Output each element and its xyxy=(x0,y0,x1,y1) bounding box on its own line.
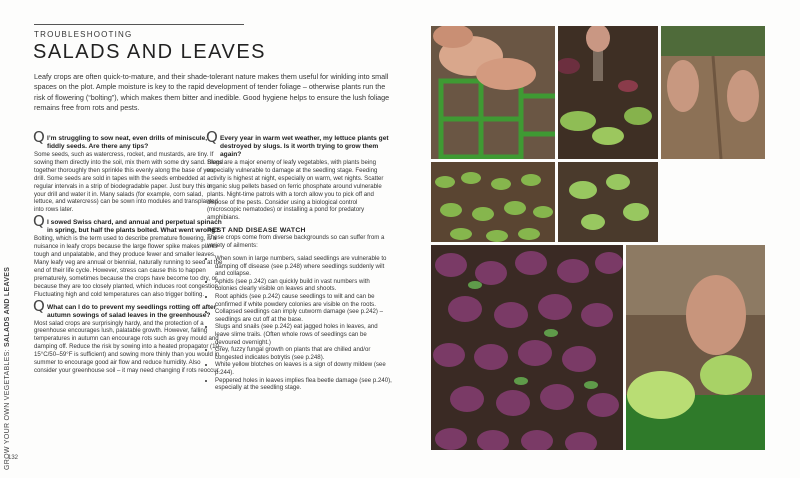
question-text: Every year in warm wet weather, my lettuce plants get destroyed by slugs. Is it worth trying to grow them again? xyxy=(220,135,389,158)
pest-list-item: • When sown in large numbers, salad seedlings are vulnerable to damping off disease (see p.248) where seedlings suddenly wilt and collapse. xyxy=(215,255,393,278)
question xyxy=(33,296,224,320)
answer-text: Some seeds, such as watercress, rocket, and mustards, are tiny. If sowing them directly into the soil, mix them with some dry sand. Blend together thoroughly then sprinkle this evenly along the base of your drill. Some seeds are sold in tapes with the seeds embedded at regular intervals in a strip of biodegradable paper. Just bury this in your drill and water it in. Many salads (for example, corn salad, lettuce, and watercress) can be sown into modules and transplanted into rows later. xyxy=(34,151,223,214)
photo-transplanting-lettuce xyxy=(626,245,765,450)
q-mark-icon: Q xyxy=(33,296,45,315)
qa-item xyxy=(33,212,224,298)
pest-list-item: • Collapsed seedlings can imply cutworm damage (see p.242) – seedlings are cut off at the base. xyxy=(215,308,393,323)
pest-list-item: • Grey, fuzzy fungal growth on plants that are chilled and/or congested indicates botrytis (see p.248). xyxy=(215,346,393,361)
q-mark-icon: Q xyxy=(33,128,45,146)
pest-section-heading: PEST AND DISEASE WATCH xyxy=(207,227,306,235)
question xyxy=(206,128,393,159)
question xyxy=(33,128,224,151)
sidebar-prefix: GROW YOUR OWN VEGETABLES: xyxy=(4,346,11,470)
pest-list-item: • Aphids (see p.242) can quickly build in vast numbers with colonies clearly visible on leaves and shoots. xyxy=(215,278,393,293)
q-mark-icon: Q xyxy=(206,128,218,146)
qa-item xyxy=(206,128,393,222)
pest-list-item: • Root aphids (see p.242) cause seedlings to wilt and can be confirmed if white powdery colonies are visible on the roots. xyxy=(215,293,393,308)
pest-list-item: • Slugs and snails (see p.242) eat jagged holes in leaves, and leave slime trails. (Often whole rows of seedlings can be devoured overnight.) xyxy=(215,323,393,346)
left-column xyxy=(33,128,224,380)
answer-text: Most salad crops are surprisingly hardy, and the protection of a greenhouse encourages lush, palatable growth. However, falling temperatures in autumn can encourage rots such as grey mould and damping off. Reduce the risk by sowing into a heated propagator (10–15°C/50–59°F is sufficient) and sowing more thinly than you would in summer to encourage good air flow and reduce humidity. Also consider your greenhouse soil – it may need changing if rots reoccur. xyxy=(34,319,223,374)
photo-pea-shoots-soil xyxy=(558,162,658,242)
page-title: SALADS AND LEAVES xyxy=(33,41,266,63)
title-rule xyxy=(34,24,244,25)
pest-list-item: • Peppered holes in leaves implies flea beetle damage (see p.240), especially at the seedling stage. xyxy=(215,377,393,392)
photo-hands-drill xyxy=(661,26,765,159)
sidebar-section: SALADS AND LEAVES xyxy=(4,266,11,347)
pest-list xyxy=(207,255,393,392)
qa-item xyxy=(33,296,224,375)
photo-sowing-seeds-tray xyxy=(431,26,555,159)
answer-text: Bolting, which is the term used to describe premature flowering, is a nuisance in leafy crops because the large flower spike makes plants tough and unpalatable, and they produce fewer and smaller leaves. Many leafy veg are annual or biennial, naturally running to seed at the end of their life cycle. However, stress can cause this to happen prematurely, sometimes because the crops have become too dry, or because they are too closely planted, which induces root congestion. Fluctuating high and cold temperatures can also trigger bolting. xyxy=(34,235,223,298)
intro-paragraph: Leafy crops are often quick-to-mature, and their shade-tolerant nature makes them useful for winkling into small spaces on the plot. Ample moisture is key to the rapid development of tender foliage – otherwise plants run the risk of flowering (“bolting”), which makes them bitter and inedible. Good hygiene helps to ensure the lush foliage remains free from rots and pests. xyxy=(34,72,390,113)
answer-text: Slugs are a major enemy of leafy vegetables, with plants being especially vulnerable to damage at the seedling stage. Feeding activity is highest at night, especially on warm, wet nights. Scatter organic slug pellets based on ferric phosphate around vulnerable plants. Night-time patrols with a torch allow you to pick off and dispose of the pests. Consider using a biological control (microscopic nematodes) or installing a pond for predatory amphibians. xyxy=(207,159,384,222)
right-column xyxy=(206,128,393,392)
pest-list-item: • White yellow blotches on leaves is a sign of downy mildew (see p.244). xyxy=(215,361,393,376)
photo-seedling-rows xyxy=(431,162,555,242)
qa-item xyxy=(33,128,224,214)
running-section-label xyxy=(4,266,11,470)
photo-trowel-seedlings xyxy=(558,26,658,159)
question-text: I’m struggling to sow neat, even drills of miniscule, fiddly seeds. Are there any tips? xyxy=(47,135,208,150)
question xyxy=(33,212,224,235)
page-number: 132 xyxy=(8,455,19,461)
q-mark-icon: Q xyxy=(33,212,45,231)
question-text: What can I do to prevent my seedlings rotting off after autumn sowings of salad leaves in the greenhouse? xyxy=(47,303,217,319)
pest-section-intro: These crops come from diverse backgrounds so can suffer from a variety of ailments: xyxy=(207,234,385,250)
kicker-label: TROUBLESHOOTING xyxy=(34,30,133,39)
question-text: I sowed Swiss chard, and annual and perpetual spinach in spring, but half the plants bolted. What went wrong? xyxy=(47,219,222,235)
photo-purple-amaranth-seedlings xyxy=(431,245,623,450)
